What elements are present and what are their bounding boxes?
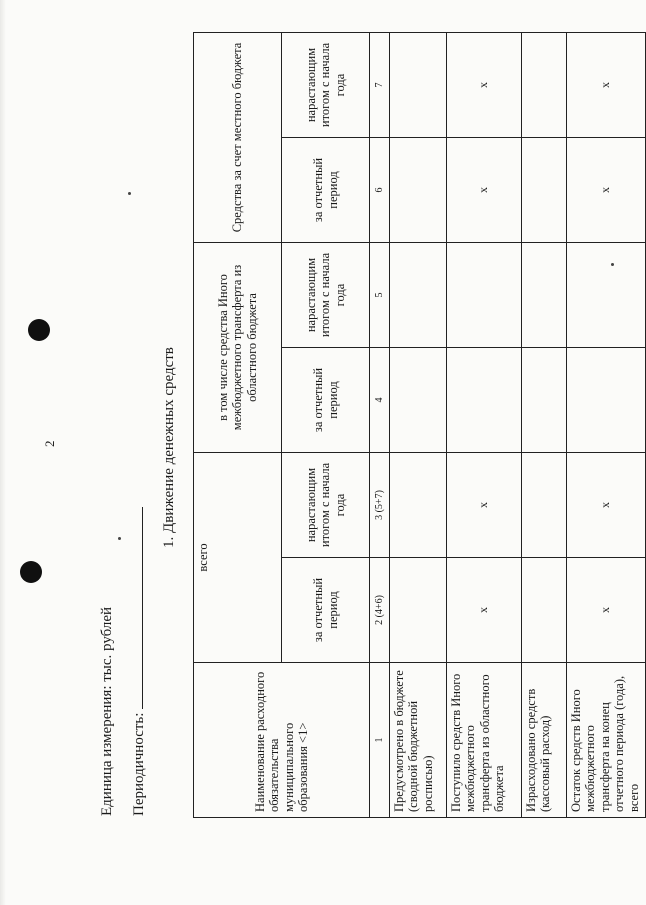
table-cell: [522, 243, 567, 348]
table-cell: [390, 558, 447, 663]
table-cell: [567, 243, 646, 348]
table-row: [567, 32, 646, 817]
table-row: [390, 32, 447, 817]
periodicity-label: Периодичность:: [131, 712, 147, 816]
table-cell: x: [567, 558, 646, 663]
header-period-local: за отчетный период: [282, 138, 370, 243]
header-total: всего: [194, 453, 282, 663]
table-cell: [390, 138, 447, 243]
unit-line: Единица измерения: тыс. рублей: [99, 606, 115, 816]
cash-flow-table-wrap: [193, 33, 641, 818]
header-cumulative-local: нарастающим итогом с начала года: [282, 32, 370, 137]
table-cell: x: [567, 32, 646, 137]
table-cell: [390, 32, 447, 137]
punch-hole-bottom: [20, 561, 42, 583]
table-cell: x: [447, 138, 522, 243]
scan-edge: [0, 0, 6, 905]
table-cell: x: [567, 453, 646, 558]
header-cumulative-transfer: нарастающим итогом с начала года: [282, 243, 370, 348]
header-local: Средства за счет местного бюджета: [194, 32, 282, 242]
table-cell: [390, 348, 447, 453]
column-number: 2 (4+6): [370, 558, 390, 663]
periodicity-line: [130, 507, 148, 816]
table-cell: [390, 453, 447, 558]
table-cell: [447, 348, 522, 453]
table-cell: [447, 243, 522, 348]
page-number: 2: [42, 440, 57, 447]
scan-speck: [128, 192, 131, 195]
header-row-1: [194, 32, 282, 817]
periodicity-field: [130, 507, 143, 709]
row-label: Израсходовано средств (кассовый расход): [522, 663, 567, 818]
header-period-total: за отчетный период: [282, 558, 370, 663]
column-number: 5: [370, 243, 390, 348]
section-title: 1. Движение денежных средств: [161, 347, 177, 548]
table-cell: [522, 32, 567, 137]
table-cell: [522, 138, 567, 243]
header-transfer: в том числе средства Иного межбюджетного трансферта из областного бюджета: [194, 243, 282, 453]
cash-flow-table: [193, 32, 646, 818]
row-label: Поступило средств Иного межбюджетного трансферта из областного бюджета: [447, 663, 522, 818]
table-cell: x: [447, 558, 522, 663]
column-number: 6: [370, 138, 390, 243]
punch-hole-top: [28, 319, 50, 341]
header-name-col: Наименование расходного обязательства муниципального образования <1>: [194, 663, 370, 818]
table-row: [447, 32, 522, 817]
table-row: [522, 32, 567, 817]
table-cell: [567, 348, 646, 453]
table-cell: [522, 348, 567, 453]
table-cell: x: [567, 138, 646, 243]
scan-speck: [118, 537, 121, 540]
header-cumulative-total: нарастающим итогом с начала года: [282, 453, 370, 558]
row-label: Остаток средств Иного межбюджетного трансферта на конец отчетного периода (года), всего: [567, 663, 646, 818]
header-period-transfer: за отчетный период: [282, 348, 370, 453]
row-label: Предусмотрено в бюджете (сводной бюджетной росписью): [390, 663, 447, 818]
column-number: 1: [370, 663, 390, 818]
table-cell: [522, 453, 567, 558]
table-cell: x: [447, 32, 522, 137]
table-cell: x: [447, 453, 522, 558]
column-number-row: [370, 32, 390, 817]
column-number: 3 (5+7): [370, 453, 390, 558]
table-cell: [390, 243, 447, 348]
table-cell: [522, 558, 567, 663]
column-number: 4: [370, 348, 390, 453]
column-number: 7: [370, 32, 390, 137]
